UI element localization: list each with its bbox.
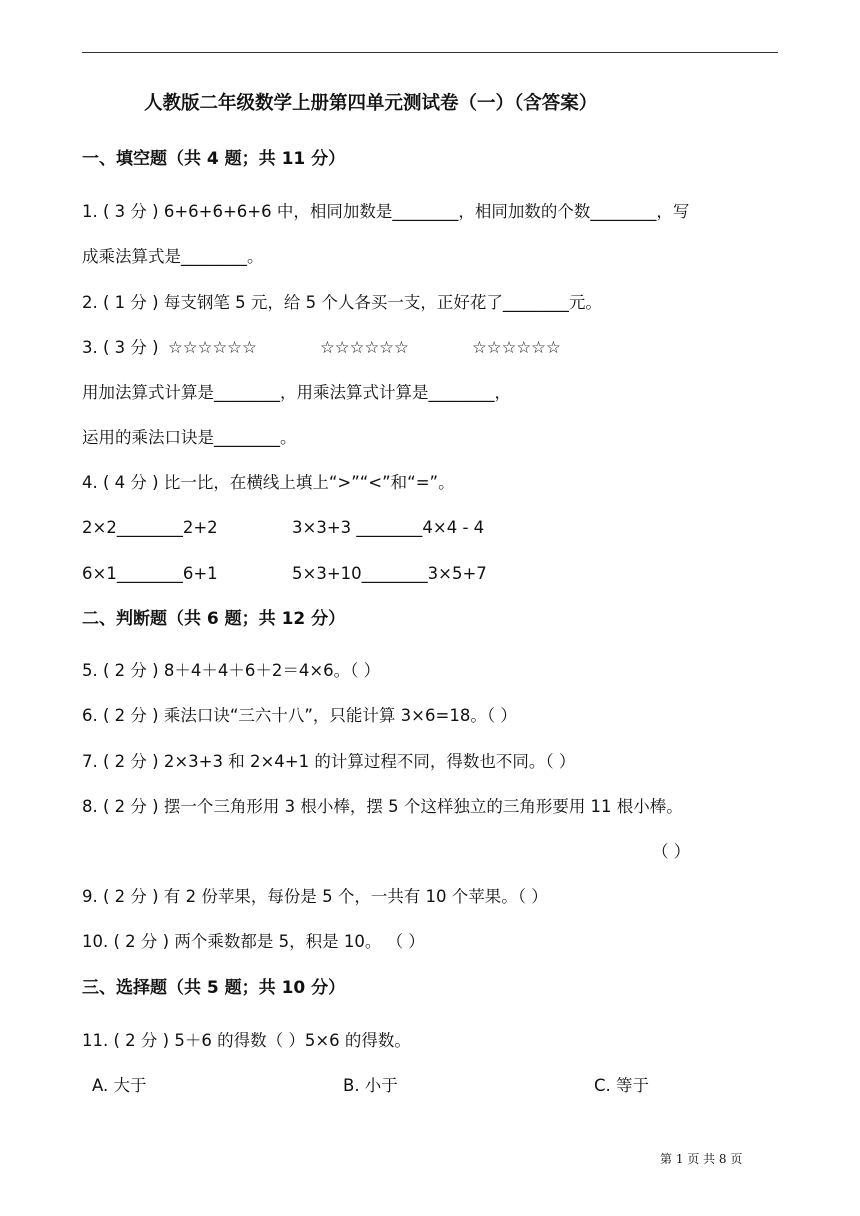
question-3-line-2: 用加法算式计算是________，用乘法算式计算是________， [82,383,511,402]
page-title: 人教版二年级数学上册第四单元测试卷（一）（含答案） [144,93,598,114]
section-2-heading: 二、判断题（共 6 题；共 12 分） [82,609,346,629]
question-3-label: 3. ( 3 分 ) [82,338,159,357]
question-6: 6. ( 2 分 ) 乘法口诀“三六十八”，只能计算 3×6=18。（ ） [82,706,517,725]
question-5: 5. ( 2 分 ) 8＋4＋4＋6＋2＝4×6。（ ） [82,661,381,680]
question-9: 9. ( 2 分 ) 有 2 份苹果，每份是 5 个，一共有 10 个苹果。（ ） [82,887,548,906]
question-2: 2. ( 1 分 ) 每支钢笔 5 元，给 5 个人各买一支，正好花了________元。 [82,293,602,312]
question-11-line-1: 11. ( 2 分 ) 5＋6 的得数（ ）5×6 的得数。 [82,1031,411,1050]
page-footer: 第 1 页 共 8 页 [660,1152,743,1166]
question-7: 7. ( 2 分 ) 2×3+3 和 2×4+1 的计算过程不同，得数也不同。（ ） [82,752,576,771]
question-8-line-1: 8. ( 2 分 ) 摆一个三角形用 3 根小棒，摆 5 个这样独立的三角形要用 11 根小棒。 [82,797,683,816]
question-4-item-c: 6×1________6+1 [82,564,218,583]
question-1-line-2: 成乘法算式是________。 [82,247,264,266]
question-4-item-a: 2×2________2+2 [82,518,218,537]
question-11-option-a: A. 大于 [92,1076,147,1095]
question-1-line-1: 1. ( 3 分 ) 6+6+6+6+6 中，相同加数是________，相同加数的个数________，写 [82,202,690,221]
question-4-item-d: 5×3+10________3×5+7 [292,564,487,583]
question-4-line-1: 4. ( 4 分 ) 比一比，在横线上填上“>”“<”和“=”。 [82,473,455,492]
header-rule [82,52,778,53]
question-3-line-3: 运用的乘法口诀是________。 [82,428,297,447]
star-group-3: ☆☆☆☆☆☆ [472,338,561,357]
section-3-heading: 三、选择题（共 5 题；共 10 分） [82,978,346,998]
question-10: 10. ( 2 分 ) 两个乘数都是 5，积是 10。 （ ） [82,932,425,951]
question-4-item-b: 3×3+3 ________4×4 - 4 [292,518,485,537]
question-8-answer-parens: （ ） [652,842,691,861]
section-1-heading: 一、填空题（共 4 题；共 11 分） [82,149,346,169]
star-group-1: ☆☆☆☆☆☆ [168,338,257,357]
star-group-2: ☆☆☆☆☆☆ [320,338,409,357]
question-11-option-c: C. 等于 [594,1076,650,1095]
question-11-option-b: B. 小于 [343,1076,398,1095]
